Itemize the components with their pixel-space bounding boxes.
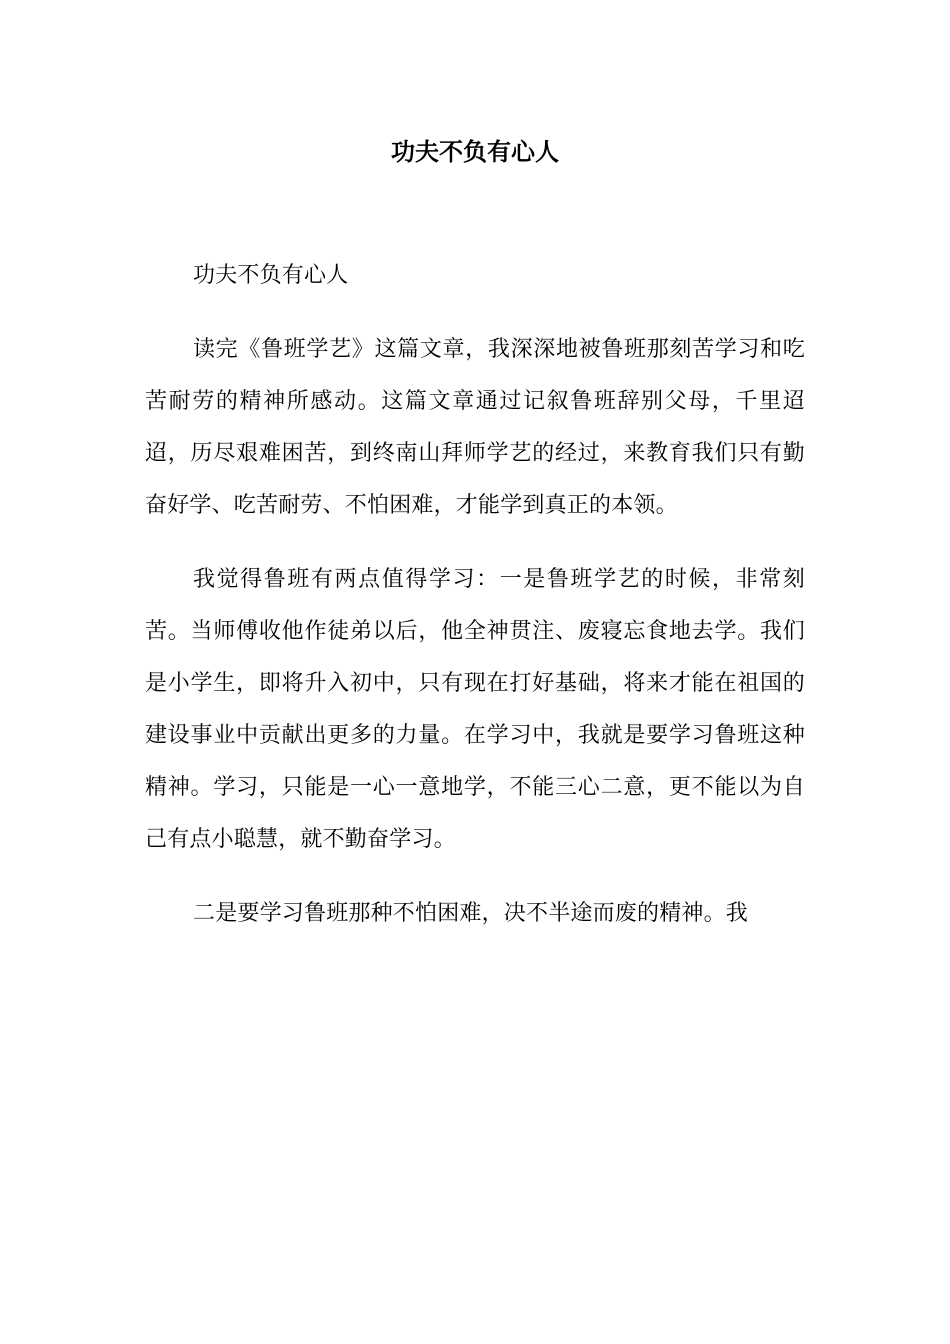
paragraph-3: 二是要学习鲁班那种不怕困难，决不半途而废的精神。我 xyxy=(193,901,749,926)
paragraph-subtitle: 功夫不负有心人 xyxy=(193,263,349,288)
paragraph-2: 我觉得鲁班有两点值得学习：一是鲁班学艺的时候，非常刻苦。当师傅收他作徒弟以后，他全神贯注、废寝忘食地去学。我们是小学生，即将升入初中，只有现在打好基础，将来才能在祖国的建设事业中贡献出更多的力量。在学习中，我就是要学习鲁班这种精神。学习，只能是一心一意地学，不能三心二意，更不能以为自己有点小聪慧，就不勤奋学习。 xyxy=(145,567,805,852)
document-title: 功夫不负有心人 xyxy=(391,137,559,166)
paragraph-1: 读完《鲁班学艺》这篇文章，我深深地被鲁班那刻苦学习和吃苦耐劳的精神所感动。这篇文章通过记叙鲁班辞别父母，千里迢迢，历尽艰难困苦，到终南山拜师学艺的经过，来教育我们只有勤奋好学、吃苦耐劳、不怕困难，才能学到真正的本领。 xyxy=(145,337,805,518)
document-body xyxy=(145,250,805,940)
